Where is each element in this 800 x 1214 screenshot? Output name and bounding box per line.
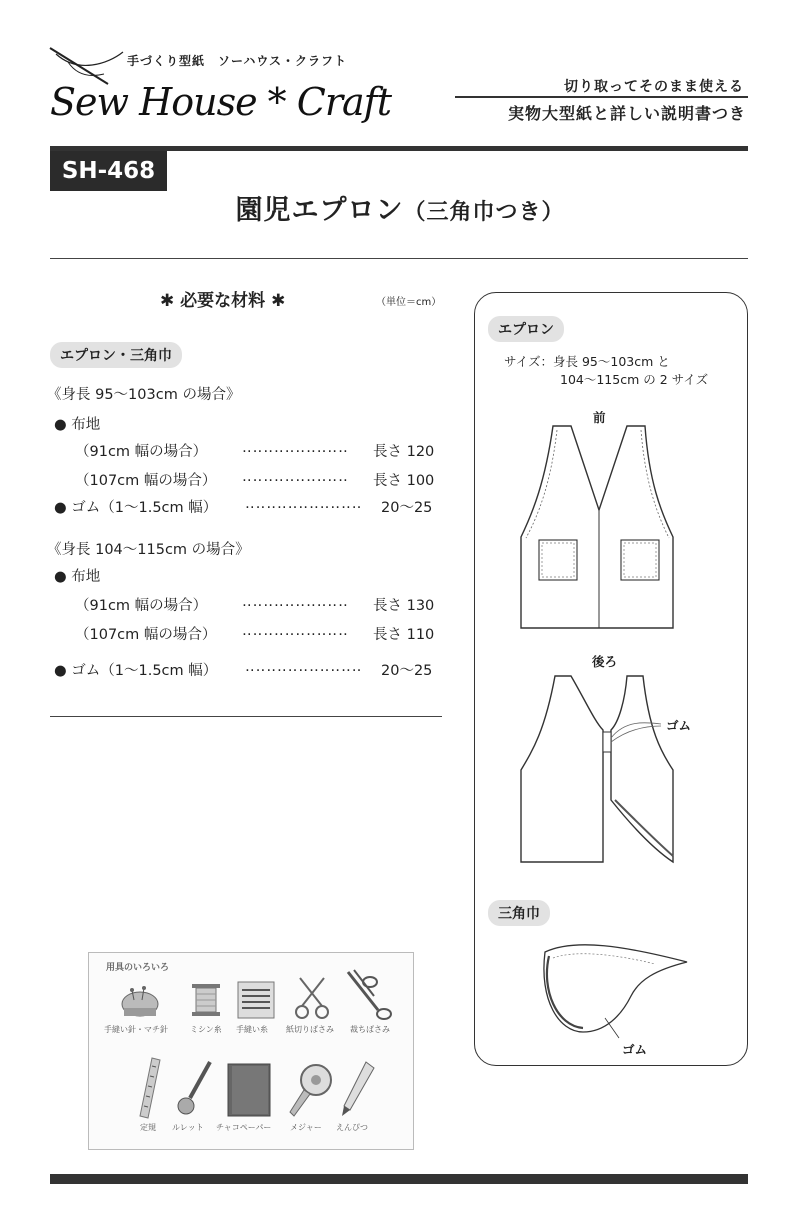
tool-label: 裁ちばさみ [350, 1025, 390, 1034]
leader-dots: ‥‥‥‥‥‥‥‥‥‥ [242, 594, 349, 610]
tool-label: 手縫い糸 [236, 1025, 268, 1034]
apron-section-label: エプロン [488, 316, 564, 342]
elastic-row [54, 496, 217, 517]
bullet-icon: ● [54, 663, 67, 679]
apron-back-illustration [515, 670, 685, 870]
tools-title: 用具のいろいろ [106, 963, 170, 973]
front-label: 前 [593, 410, 606, 425]
size-info: 104〜115cm の 2 サイズ [560, 372, 709, 387]
tool-label: メジャー [290, 1123, 322, 1132]
product-title-main: 園児エプロン [235, 195, 404, 226]
tool-label: えんぴつ [336, 1123, 368, 1132]
bullet-icon: ● [54, 417, 67, 433]
leader-dots: ‥‥‥‥‥‥‥‥‥‥ [242, 623, 349, 639]
elastic-callout: ゴム [666, 718, 692, 733]
tracing-wheel-icon [176, 1058, 216, 1118]
thread-card-icon [236, 980, 276, 1020]
bullet-icon: ● [54, 500, 67, 516]
tagline-cutout: 切り取ってそのまま使える [564, 79, 744, 95]
elastic-value: 20〜25 [381, 663, 433, 679]
bandana-elastic-callout: ゴム [622, 1042, 648, 1057]
size-label: 《身長 95〜103cm の場合》 [47, 387, 241, 403]
tool-label: ミシン糸 [190, 1025, 222, 1034]
fabric-row-label: （91cm 幅の場合） [75, 598, 208, 614]
tagline-pattern: 実物大型紙と詳しい説明書つき [507, 104, 746, 123]
bandana-section-label: 三角巾 [488, 900, 550, 926]
fabric-heading [54, 413, 100, 434]
leader-dots: ‥‥‥‥‥‥‥‥‥‥‥ [245, 659, 363, 675]
fabric-row-value: 長さ 100 [373, 473, 435, 489]
tool-label: 手縫い針・マチ針 [104, 1025, 168, 1034]
elastic-value: 20〜25 [381, 500, 433, 516]
title-rule [50, 258, 748, 259]
thread-spool-icon [188, 980, 224, 1020]
leader-dots: ‥‥‥‥‥‥‥‥‥‥ [242, 469, 349, 485]
fabric-shears-icon [344, 966, 394, 1022]
unit-note: （単位＝cm） [376, 297, 442, 308]
tagline-divider [455, 96, 748, 98]
fabric-row-value: 長さ 130 [373, 598, 435, 614]
ruler-icon [138, 1056, 162, 1120]
brand-logo: Sew House * Craft [50, 80, 391, 124]
back-label: 後ろ [592, 654, 618, 669]
product-code: SH-468 [50, 151, 167, 191]
tape-measure-icon [288, 1062, 334, 1118]
leader-dots: ‥‥‥‥‥‥‥‥‥‥ [242, 440, 349, 456]
pencil-icon [340, 1060, 376, 1118]
apron-front-illustration [515, 422, 675, 632]
size-label: 《身長 104〜115cm の場合》 [47, 542, 250, 558]
paper-scissors-icon [292, 974, 332, 1022]
fabric-label: 布地 [71, 569, 101, 585]
chalk-paper-icon [224, 1062, 274, 1120]
tool-label: 定規 [140, 1123, 156, 1132]
fabric-heading [54, 565, 100, 586]
fabric-row-value: 長さ 120 [373, 444, 435, 460]
elastic-label: ゴム（1〜1.5cm 幅） [71, 663, 218, 679]
product-title [0, 188, 800, 227]
pincushion-icon [118, 980, 162, 1020]
elastic-label: ゴム（1〜1.5cm 幅） [71, 500, 218, 516]
materials-section-label: エプロン・三角巾 [50, 342, 182, 368]
bullet-icon: ● [54, 569, 67, 585]
tool-label: チャコペーパー [216, 1123, 272, 1132]
asterisk-icon: ✱ [271, 291, 286, 311]
materials-heading [160, 286, 285, 311]
product-subtitle: （三角巾つき） [403, 200, 565, 225]
fabric-row-label: （107cm 幅の場合） [75, 627, 217, 643]
fabric-label: 布地 [71, 417, 101, 433]
size-info: サイズ：身長 95〜103cm と [504, 354, 670, 369]
fabric-row-value: 長さ 110 [373, 627, 435, 643]
elastic-row [54, 659, 217, 680]
bandana-illustration [535, 940, 695, 1040]
brand-tagline-small: 手づくり型紙 ソーハウス・クラフト [127, 54, 348, 68]
materials-heading-text: 必要な材料 [180, 291, 266, 311]
fabric-row-label: （107cm 幅の場合） [75, 473, 217, 489]
asterisk-icon: ✱ [160, 291, 175, 311]
materials-rule [50, 716, 442, 717]
tool-label: 紙切りばさみ [286, 1025, 334, 1034]
leader-dots: ‥‥‥‥‥‥‥‥‥‥‥ [245, 496, 363, 512]
tool-label: ルレット [172, 1123, 204, 1132]
fabric-row-label: （91cm 幅の場合） [75, 444, 208, 460]
bottom-rule [50, 1174, 748, 1184]
